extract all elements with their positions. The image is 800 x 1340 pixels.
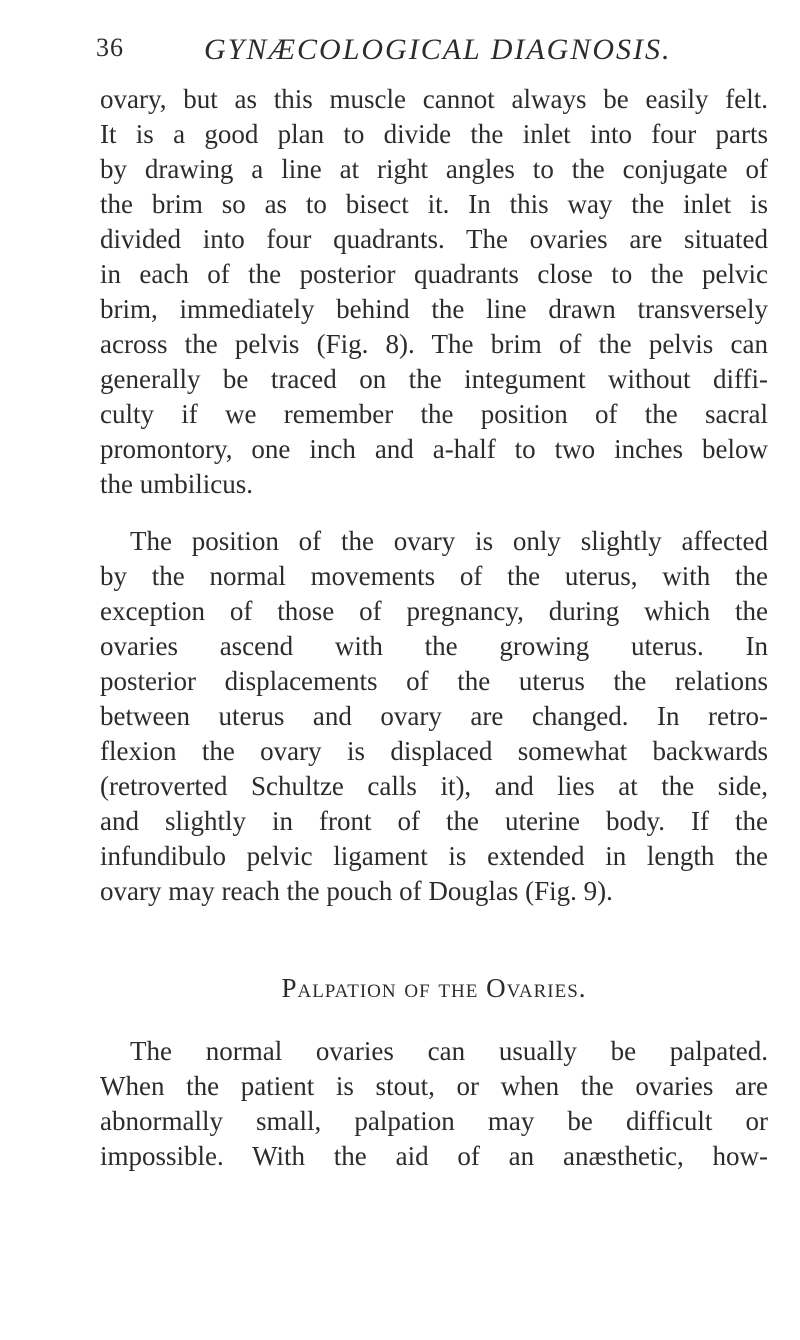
- text-line: (retroverted Schultze calls it), and lies at the side,: [100, 771, 768, 801]
- text-line: ovary, but as this muscle cannot always be easily felt.: [100, 84, 768, 114]
- text-line: the brim so as to bisect it. In this way the inlet is: [100, 189, 768, 219]
- body-text: [100, 82, 768, 1174]
- text-line: impossible. With the aid of an anæsthetic, how-: [100, 1141, 768, 1171]
- text-line: across the pelvis (Fig. 8). The brim of the pelvis can: [100, 329, 768, 359]
- text-line: promontory, one inch and a-half to two inches below: [100, 434, 768, 464]
- paragraph-3: [100, 1034, 768, 1174]
- text-line: When the patient is stout, or when the ovaries are: [100, 1071, 768, 1101]
- page-number: 36: [96, 33, 124, 62]
- running-head: GYNÆCOLOGICAL DIAGNOSIS.: [204, 33, 672, 66]
- page-header: [96, 30, 776, 74]
- text-line: in each of the posterior quadrants close to the pelvic: [100, 259, 768, 289]
- paragraph-2: [100, 524, 768, 909]
- text-line: infundibulo pelvic ligament is extended in length the: [100, 841, 768, 871]
- text-line: flexion the ovary is displaced somewhat backwards: [100, 736, 768, 766]
- text-line: exception of those of pregnancy, during which the: [100, 596, 768, 626]
- text-line: generally be traced on the integument without diffi-: [100, 364, 768, 394]
- text-line: divided into four quadrants. The ovaries are situated: [100, 224, 768, 254]
- text-line: ovaries ascend with the growing uterus. In: [100, 631, 768, 661]
- text-line: by drawing a line at right angles to the conjugate of: [100, 154, 768, 184]
- text-line: between uterus and ovary are changed. In retro-: [100, 701, 768, 731]
- text-line: culty if we remember the position of the sacral: [100, 399, 768, 429]
- text-line: and slightly in front of the uterine body. If the: [100, 806, 768, 836]
- text-line: posterior displacements of the uterus the relations: [100, 666, 768, 696]
- text-line: the umbilicus.: [100, 469, 253, 499]
- text-line: The normal ovaries can usually be palpated.: [130, 1036, 768, 1066]
- text-line: ovary may reach the pouch of Douglas (Fig. 9).: [100, 876, 613, 906]
- text-line: brim, immediately behind the line drawn transversely: [100, 294, 768, 324]
- paragraph-1: [100, 82, 768, 502]
- text-line: abnormally small, palpation may be difficult or: [100, 1106, 768, 1136]
- text-line: It is a good plan to divide the inlet into four parts: [100, 119, 768, 149]
- text-line: by the normal movements of the uterus, with the: [100, 561, 768, 591]
- section-heading: Palpation of the Ovaries.: [281, 973, 587, 1003]
- text-line: The position of the ovary is only slightly affected: [130, 526, 768, 556]
